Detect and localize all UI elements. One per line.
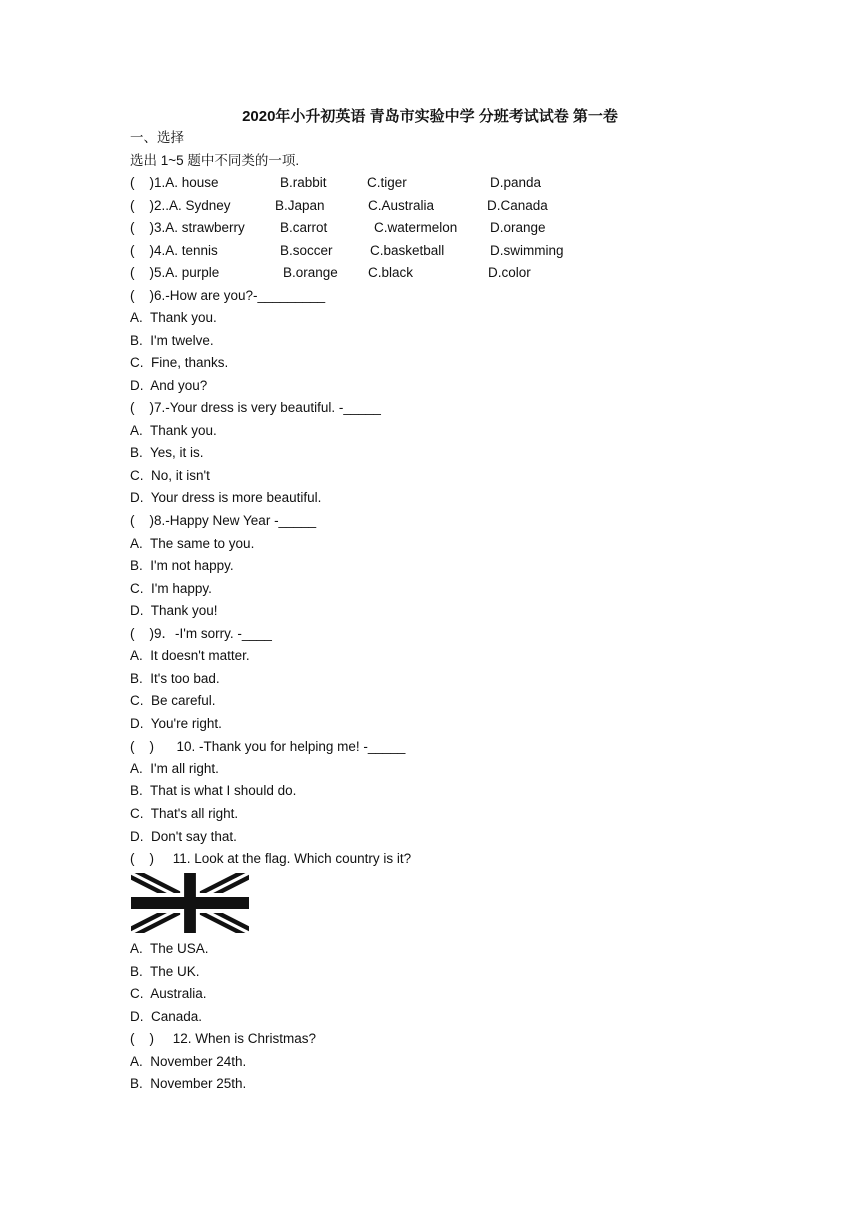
question-3 [130,219,546,237]
option-b: B.rabbit [280,175,327,190]
option-c: C.tiger [367,175,407,190]
question-4 [130,242,564,260]
instruction: 选出 1~5 题中不同类的一项. [130,153,300,168]
option-d: D. You're right. [130,716,222,731]
option-b: B. November 25th. [130,1076,247,1091]
option-a: A. I'm all right. [130,761,219,776]
question-12-stem: ( ) 12. When is Christmas? [130,1031,317,1046]
option-c: C.black [368,265,414,280]
question-10-stem: ( ) 10. -Thank you for helping me! -_____ [130,739,406,754]
option-d: D. Your dress is more beautiful. [130,490,322,505]
option-c: C. That's all right. [130,806,239,821]
option-d: D.color [488,265,531,280]
option-b: B.soccer [280,243,333,258]
question-6-stem: ( )6.-How are you?-_________ [130,288,326,303]
question-5 [130,264,531,282]
option-d: D.orange [490,220,546,235]
question-stem: ( )4.A. tennis [130,243,218,258]
question-9-stem: ( )9．-I'm sorry. -____ [130,626,272,641]
option-c: C.basketball [370,243,445,258]
option-b: B. It's too bad. [130,671,220,686]
option-a: A. Thank you. [130,423,217,438]
option-d: D.Canada [487,198,548,213]
option-b: B. I'm not happy. [130,558,234,573]
option-d: D. Thank you! [130,603,218,618]
option-d: D. Don't say that. [130,829,237,844]
option-b: B.orange [283,265,338,280]
option-c: C. No, it isn't [130,468,210,483]
question-1 [130,174,542,192]
option-d: D.panda [490,175,542,190]
union-jack-flag-image [131,873,249,933]
question-2 [130,197,548,215]
option-b: B. The UK. [130,964,200,979]
option-d: D.swimming [490,243,564,258]
option-b: B. That is what I should do. [130,783,297,798]
section-heading: 一、选择 [130,130,184,145]
question-8-stem: ( )8.-Happy New Year -_____ [130,513,317,528]
page-title: 2020年小升初英语 青岛市实验中学 分班考试试卷 第一卷 [242,108,618,125]
option-d: D. Canada. [130,1009,203,1024]
option-a: A. The same to you. [130,536,255,551]
option-a: A. It doesn't matter. [130,648,250,663]
option-a: A. Thank you. [130,310,217,325]
question-11-stem: ( ) 11. Look at the flag. Which country is it? [130,851,412,866]
option-c: C. Be careful. [130,693,216,708]
question-stem: ( )5.A. purple [130,265,220,280]
option-c: C. Fine, thanks. [130,355,229,370]
option-b: B. Yes, it is. [130,445,204,460]
option-b: B. I'm twelve. [130,333,214,348]
option-c: C. Australia. [130,986,207,1001]
question-stem: ( )2..A. Sydney [130,198,231,213]
option-c: C. I'm happy. [130,581,212,596]
question-7-stem: ( )7.-Your dress is very beautiful. -_____ [130,400,381,415]
option-a: A. November 24th. [130,1054,247,1069]
option-b: B.Japan [275,198,325,213]
option-c: C.watermelon [374,220,458,235]
option-a: A. The USA. [130,941,209,956]
option-d: D. And you? [130,378,208,393]
question-stem: ( )3.A. strawberry [130,220,245,235]
option-b: B.carrot [280,220,328,235]
question-stem: ( )1.A. house [130,175,219,190]
option-c: C.Australia [368,198,435,213]
